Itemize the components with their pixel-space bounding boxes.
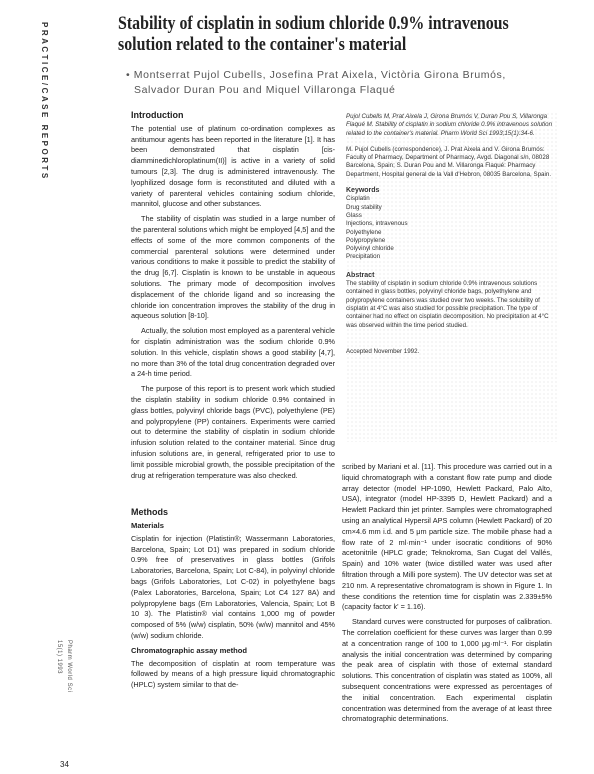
- intro-paragraph-1: The potential use of platinum co-ordination complexes as antitumour agents has been reported in the literature [1]. It has been demonstrated that cisplatin [cis-diamminedichloroplatinum(II)] is active in a variety of solid tumours [2,3]. The drug is administered intravenously. The lyophilized dosage form is reconstituted and diluted with a variety of parenteral vehicles containing sodium chloride, mannitol, glucose and other substances.: [131, 123, 335, 209]
- article-title: Stability of cisplatin in sodium chloride 0.9% intravenous solution related to the container's material: [118, 14, 509, 55]
- methods-continued-paragraph-1: scribed by Mariani et al. [11]. This procedure was carried out in a liquid chromatograph with a constant flow rate pump and diode array detector (model HP-1090, Hewlett Packard, Palo Alto, USA), integrator (model HP-3395 D, Hewlett Packard) and a Hewlett Packard thin jet printer. Samples were chromatographed using an analytical Hypersil APS column (Hewlett Packard) of 20 cm×4.6 mm i.d. and 5 μm particle size. The mobile phase had a flow rate of 2 ml·min⁻¹ under isocratic conditions of 90% acetonitrile (HPLC grade; Teknokroma, San Cugat del Vallés, Spain) and 10% water (twice distilled water was used after filtration through a Milli pore system). The UV detector was set at 210 nm. A representative chromatogram is shown in Figure 1. In these conditions the retention time for cisplatin was 2.339±5% (capacity factor k' = 1.16).: [342, 462, 552, 612]
- methods-continued-paragraph-2: Standard curves were constructed for purposes of calibration. The correlation coefficient for these curves was larger than 0.99 at a concentration range of 100 to 1,000 μg·ml⁻¹. For cisplatin analysis the initial concentration was determined by comparing the peak area of cisplatin with those of external standard solutions. This concentration of cisplatin was stated as 100%, all subsequent concentrations were expressed as percentages of the initial concentration. Each experimental cisplatin concentration was determined from the average of at least three chromatographic determinations.: [342, 617, 552, 724]
- affiliation: M. Pujol Cubells (correspondence), J. Prat Aixela and V. Girona Brumós: Faculty of Pharmacy, Department of Pharmacy, Avgd. Diagonal s/n, 08028 Barcelona, Spain; S. Duran Pou and M. Villaronga Flaqué: Pharmacy Department, Hospital general de la Vall d'Hebron, 08035 Barcelona, Spain.: [346, 145, 552, 178]
- abstract-heading: Abstract: [346, 271, 375, 279]
- keywords-heading: Keywords: [346, 187, 380, 195]
- sidebar-box: [346, 113, 554, 356]
- intro-paragraph-3: Actually, the solution most employed as a parenteral vehicle for cisplatin administration was the sodium chloride 0.9% solution. In this vehicle, cisplatin shows a good stability [4,7], no more than 3% of the total drug concentration degraded over a 24-h time period.: [131, 326, 335, 379]
- authors-line-1: • Montserrat Pujol Cubells, Josefina Prat Aixela, Victòria Girona Brumós,: [126, 69, 506, 81]
- journal-name: Pharm World Sci: [66, 640, 72, 693]
- authors-line-2: Salvador Duran Pou and Miquel Villaronga Flaqué: [134, 84, 396, 96]
- keyword-item: Drug stability: [346, 203, 382, 211]
- authors: [126, 68, 566, 98]
- intro-paragraph-2: The stability of cisplatin was studied in a large number of the parenteral solutions which might be employed [4,5] and the effects of some of the more common components of the commercial parenteral solutions were determined under various conditions to make it possible to predict the stability of the drug [6,7]. Cisplatin is known to be unstable in aqueous solutions. The primary mode of decomposition involves displacement of the chloride ligand and so increasing the chloride ion concentration improves the stability of the drug in aqueous solution [8-10].: [131, 214, 335, 321]
- assay-heading: Chromatographic assay method: [131, 645, 248, 655]
- journal-issue: 15(1) 1993: [56, 640, 62, 675]
- citation: Pujol Cubells M, Prat Aixela J, Girona Brumós V, Duran Pou S, Villaronga Flaqué M. Stability of cisplatin in sodium chloride 0.9% intravenous solution related to the container's material. Pharm World Sci 1993;15(1):34-6.: [346, 113, 553, 137]
- materials-paragraph: Cisplatin for injection (Platistin®; Wassermann Laboratories, Barcelona, Spain; Lot D1) was prepared in sodium chloride 0.9% free of preservatives in glass bottles (Grifols Laboratories, Barcelona, Spain; Lot C-84), in polyvinyl chloride bags (Grifols Laboratories, Lot C-02) in polyethylene bags (Palex Laboratories, Barcelona, Spain; Lot C4 127 8A) and polypropylene bags (Ern Laboratories, Valencia, Spain; Lot B 10 3). The Platistin® vial contains 1,000 mg of powder composed of 5% (w/w) cisplatin, 50% (w/w) mannitol and 45% (w/w) sodium chloride.: [131, 533, 335, 641]
- keyword-item: Polyvinyl chloride: [346, 245, 394, 253]
- keyword-item: Cisplatin: [346, 195, 370, 203]
- left-column: [131, 110, 335, 695]
- keyword-item: Precipitation: [346, 253, 381, 261]
- abstract-text: The stability of cisplatin in sodium chloride 0.9% intravenous solutions contained in glass bottles, polyvinyl chloride bags, polyethylene and polypropylene containers was studied over two weeks. The solubility of cisplatin at 4°C was also studied for possible precipitation. The type of container had no effect on cisplatin decomposition. No precipitation at 4°C was observed within the time period studied.: [346, 280, 549, 329]
- keyword-item: Injections, intravenous: [346, 220, 408, 228]
- keyword-item: Polyethylene: [346, 228, 382, 236]
- section-label: PRACTICE/CASE REPORTS: [40, 22, 49, 181]
- accepted-date: Accepted November 1992.: [346, 347, 420, 355]
- journal-footer: [52, 640, 72, 692]
- right-column-continued: [342, 462, 552, 729]
- assay-paragraph: The decomposition of cisplatin at room temperature was followed by means of a high pressure liquid chromatographic (HPLC) system similar to that de-: [131, 658, 335, 690]
- intro-paragraph-4: The purpose of this report is to present work which studied the cisplatin stability in sodium chloride 0.9% contained in glass bottles, polyvinyl chloride bags (PVC), polyethylene (PE) and polypropylene (PP) containers. Experiments were carried out to determine the stability of cisplatin in sodium chloride infusion solution related to the container material. Since drug infusion solutions are, in general, refrigerated prior to use to limit possible microbial growth, the possible precipitation of the drug at refrigeration temperature was also checked.: [131, 384, 335, 480]
- materials-heading: Materials: [131, 521, 164, 531]
- intro-heading: Introduction: [131, 110, 184, 120]
- keyword-item: Glass: [346, 211, 362, 219]
- page-number: 34: [60, 760, 69, 769]
- methods-heading: Methods: [131, 507, 168, 518]
- keyword-item: Polypropylene: [346, 236, 386, 244]
- keywords-list: [346, 195, 554, 261]
